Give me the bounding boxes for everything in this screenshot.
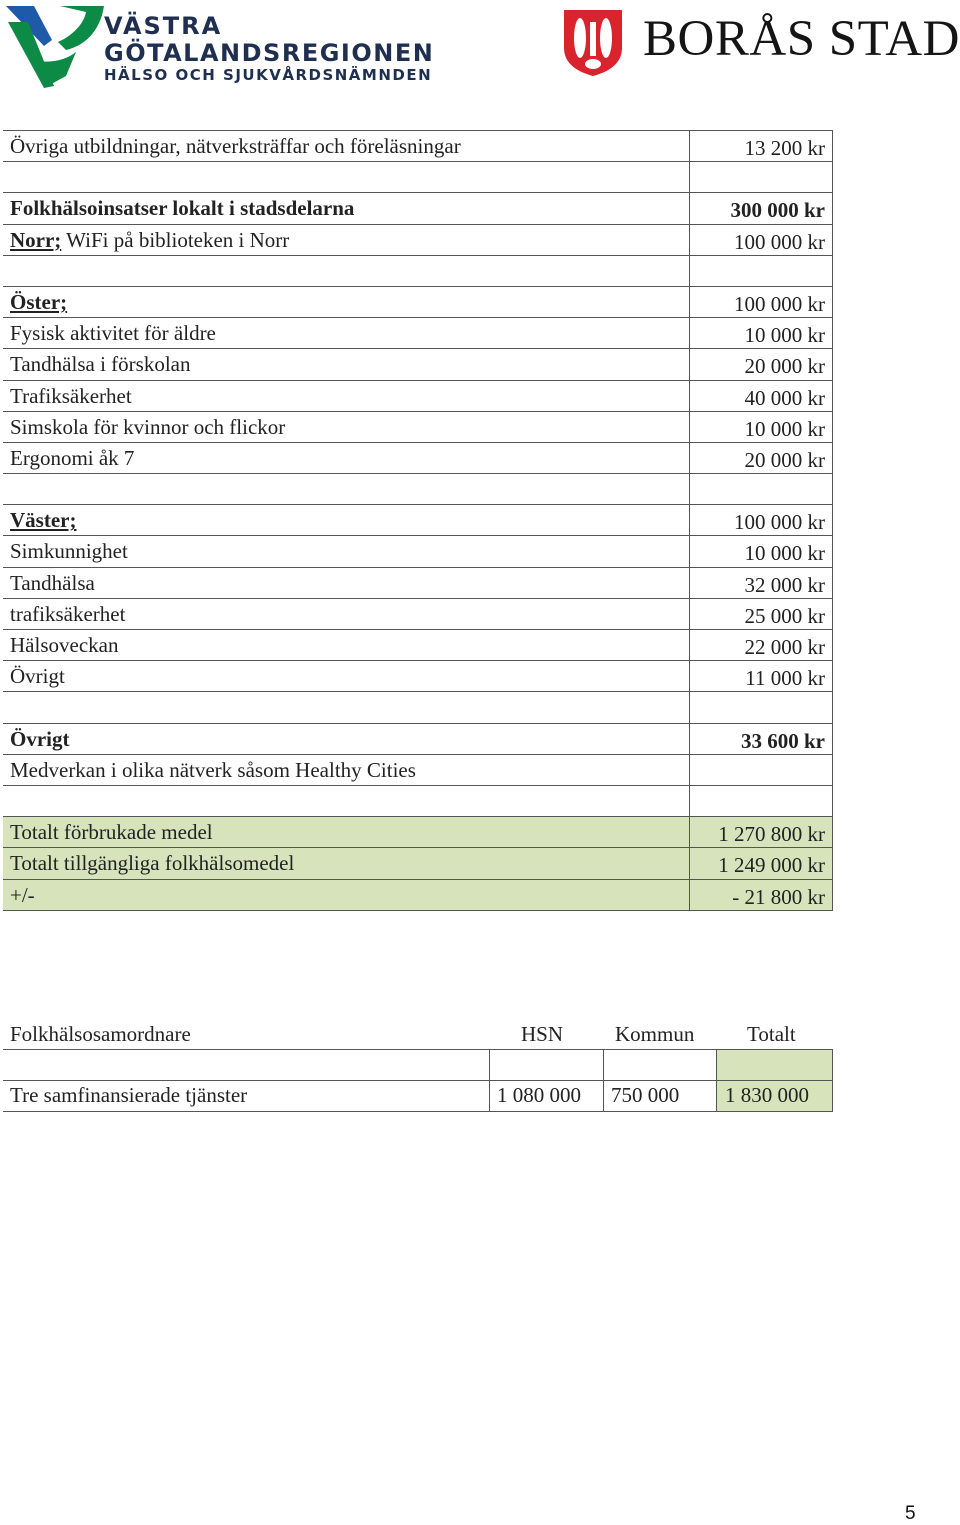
row-label (3, 786, 689, 816)
table-row (3, 661, 833, 692)
row-label (3, 724, 689, 754)
row-amount (689, 786, 833, 816)
table-row (3, 568, 833, 599)
row-label (3, 474, 689, 504)
row-label-text: Medverkan i olika nätverk såsom Healthy Cities (10, 757, 416, 782)
divider (832, 1049, 833, 1111)
table-row (3, 630, 833, 661)
page-number: 5 (905, 1503, 916, 1524)
row-label-text: Övriga utbildningar, nätverksträffar och föreläsningar (10, 134, 461, 158)
table-row (3, 880, 833, 911)
row-label (3, 630, 689, 660)
row-label (3, 256, 689, 286)
table-row (3, 848, 833, 879)
row-label (3, 162, 689, 192)
row-label-text: WiFi på biblioteken i Norr (61, 227, 290, 252)
totalt-value: 1 830 000 (725, 1083, 809, 1107)
row-amount (689, 162, 833, 192)
vgr-name-line2: GÖTALANDSREGIONEN (104, 39, 435, 67)
col-header-totalt: Totalt (747, 1022, 796, 1046)
row-amount (689, 755, 833, 785)
vgr-emblem-icon (4, 2, 106, 90)
row-amount (689, 256, 833, 286)
table-row (3, 505, 833, 536)
table-row (3, 474, 833, 505)
row-label (3, 817, 689, 847)
row-amount: 10 000 kr (689, 412, 833, 442)
row-amount: 22 000 kr (689, 630, 833, 660)
row-label-text: Övrigt (10, 726, 70, 751)
row-label-text: Simkunnighet (10, 539, 128, 564)
row-label-text: Simskola för kvinnor och flickor (10, 414, 286, 439)
row-amount (689, 692, 833, 722)
row-label-text: Fysisk aktivitet för äldre (10, 321, 216, 346)
table-row (3, 755, 833, 786)
row-label (3, 505, 689, 535)
row-label-text: Hälsoveckan (10, 633, 119, 657)
table-row (3, 256, 833, 287)
row-label (3, 193, 689, 223)
row-label-text: Totalt förbrukade medel (10, 820, 213, 845)
row-label-text: Folkhälsoinsatser lokalt i stadsdelarna (10, 196, 355, 221)
table-row (3, 443, 833, 474)
coordinators-row (3, 1081, 833, 1112)
table-row (3, 599, 833, 630)
boras-shield-icon (562, 8, 624, 78)
row-label (3, 661, 689, 691)
table-row (3, 817, 833, 848)
row-amount: 11 000 kr (689, 661, 833, 691)
col-header-kommun: Kommun (615, 1022, 695, 1046)
table-row (3, 412, 833, 443)
row-label-text: Totalt tillgängliga folkhälsomedel (10, 851, 295, 876)
row-amount: 100 000 kr (689, 225, 833, 255)
row-label-text: Tandhälsa (10, 570, 95, 595)
row-label (3, 599, 689, 629)
hsn-value: 1 080 000 (497, 1083, 581, 1107)
row-label (3, 287, 689, 317)
district-heading: Väster; (10, 508, 77, 533)
table-row (3, 724, 833, 755)
table-row (3, 193, 833, 224)
row-amount: 300 000 kr (689, 193, 833, 223)
table-row (3, 131, 833, 162)
row-amount: 100 000 kr (689, 287, 833, 317)
coordinators-header (3, 1020, 833, 1050)
row-label (3, 412, 689, 442)
row-label (3, 568, 689, 598)
kommun-value: 750 000 (611, 1083, 680, 1107)
budget-table (3, 130, 833, 911)
row-amount: 1 270 800 kr (689, 817, 833, 847)
row-label (3, 692, 689, 722)
district-heading: Norr; (10, 227, 62, 252)
row-label (3, 880, 689, 910)
row-label-text: trafiksäkerhet (10, 601, 126, 626)
row-label (3, 755, 689, 785)
row-amount: 100 000 kr (689, 505, 833, 535)
row-amount: 20 000 kr (689, 349, 833, 379)
row-amount: 20 000 kr (689, 443, 833, 473)
row-label (3, 131, 689, 161)
row-label (3, 536, 689, 566)
row-label (3, 381, 689, 411)
table-row (3, 349, 833, 380)
row-amount: 32 000 kr (689, 568, 833, 598)
row-amount: 33 600 kr (689, 724, 833, 754)
divider (716, 1049, 717, 1111)
row-amount: 13 200 kr (689, 131, 833, 161)
row-label: Tre samfinansierade tjänster (10, 1083, 248, 1107)
row-label-text: Ergonomi åk 7 (10, 445, 135, 470)
col-header-hsn: HSN (521, 1022, 564, 1046)
row-amount: 10 000 kr (689, 318, 833, 348)
row-label (3, 349, 689, 379)
row-label-text: Övrigt (10, 664, 65, 689)
row-label-text: Trafiksäkerhet (10, 383, 132, 408)
row-label-text: +/- (10, 882, 35, 907)
table-row (3, 287, 833, 318)
row-label (3, 225, 689, 255)
col-header-folkhalsosamordnare: Folkhälsosamordnare (10, 1022, 191, 1046)
table-row (3, 536, 833, 567)
row-label (3, 443, 689, 473)
row-amount: - 21 800 kr (689, 880, 833, 910)
row-amount (689, 474, 833, 504)
row-amount: 1 249 000 kr (689, 848, 833, 878)
coordinators-empty-row (3, 1049, 833, 1081)
vgr-name-line1: VÄSTRA (104, 12, 223, 40)
row-label (3, 848, 689, 878)
district-heading: Öster; (10, 289, 68, 314)
vgr-name-line3: HÄLSO OCH SJUKVÅRDSNÄMNDEN (104, 66, 433, 84)
boras-name: BORÅS STAD (643, 11, 960, 67)
table-row (3, 318, 833, 349)
table-row (3, 381, 833, 412)
divider (603, 1049, 604, 1111)
table-row (3, 692, 833, 723)
row-label (3, 318, 689, 348)
table-row (3, 786, 833, 817)
table-row (3, 162, 833, 193)
row-amount: 25 000 kr (689, 599, 833, 629)
row-amount: 10 000 kr (689, 536, 833, 566)
row-label-text: Tandhälsa i förskolan (10, 352, 191, 377)
row-amount: 40 000 kr (689, 381, 833, 411)
table-row (3, 225, 833, 256)
divider (489, 1049, 490, 1111)
